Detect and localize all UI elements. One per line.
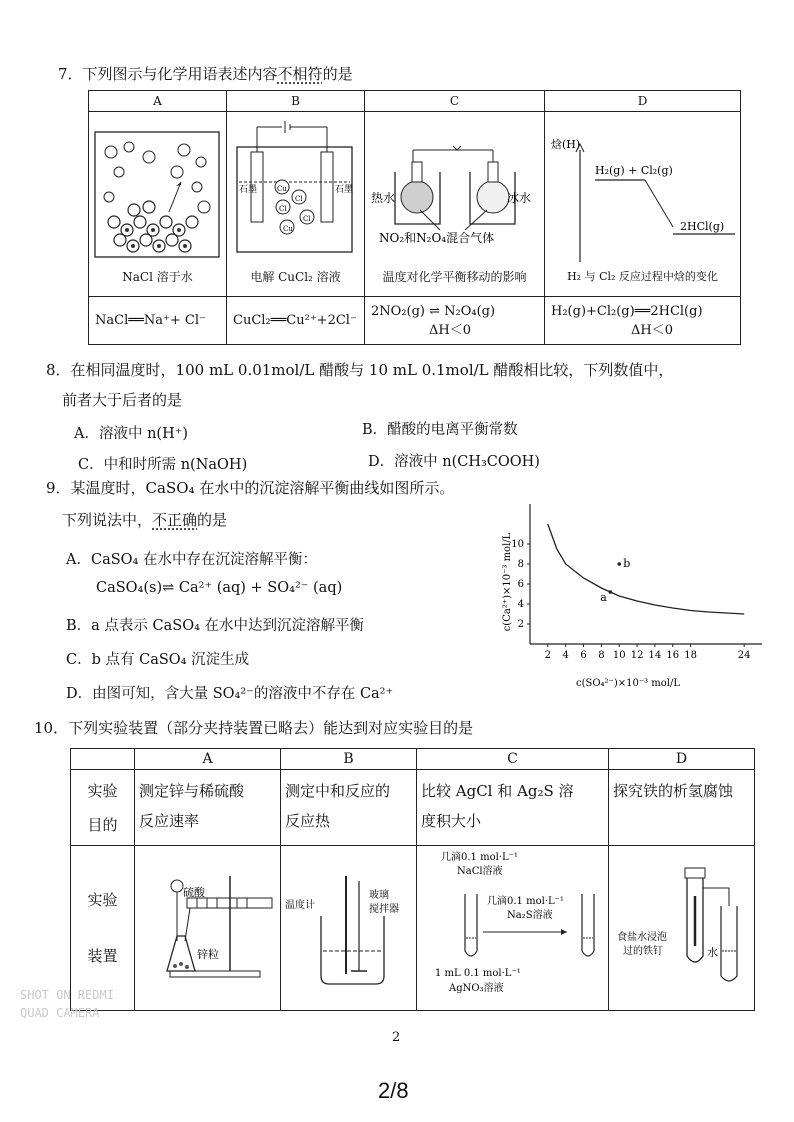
q9-option-d: D．由图可知，含大量 SO₄²⁻的溶液中不存在 Ca²⁺ (66, 686, 394, 702)
q7-figure-b (227, 112, 365, 297)
chart-x-tick-label: 4 (562, 650, 569, 661)
nail-label-1: 食盐水浸泡 (617, 932, 667, 943)
q10-apparatus-b (281, 846, 417, 1011)
chart-x-tick-label: 8 (598, 650, 605, 661)
enthalpy-axis-label: 焓(H) (551, 138, 581, 151)
nacl-solution-label: NaCl溶液 (457, 866, 503, 877)
stirrer-label: 搅拌器 (369, 904, 399, 915)
q9-line2: 下列说法中，不正确的是 (62, 511, 228, 529)
neutralization-apparatus (281, 846, 415, 1011)
q10-row-apparatus-label-2: 装置 (87, 947, 118, 965)
q10-purpose-b (281, 770, 417, 846)
q10-purpose-a (135, 770, 281, 846)
q8-line1: 8．在相同温度时，100 mL 0.01mol/L 醋酸与 10 mL 0.1mol/L 醋酸相比较，下列数值中， (46, 361, 674, 379)
chart-y-tick-label: 2 (517, 619, 524, 630)
q7-table (88, 90, 741, 345)
q7-stem: 7．下列图示与化学用语表述内容不相符的是 (58, 65, 353, 83)
q10-purpose-d (609, 770, 755, 846)
q7-col-b-letter: B (227, 91, 365, 112)
q10-purpose-c-2: 度积大小 (421, 812, 482, 830)
bottom-level-label: 2HCl(g) (680, 220, 725, 233)
q10-row-purpose-label-2: 目的 (87, 815, 118, 834)
watermark-line-2: QUAD CAMERA (20, 1006, 100, 1020)
svg-text:Cu: Cu (283, 225, 293, 233)
q10-col-d-letter: D (609, 749, 755, 770)
q10-table (70, 748, 755, 1011)
q7-equation-c-main: 2NO₂(g) ⇌ N₂O₄(g) (371, 303, 496, 319)
q9-option-a: A．CaSO₄ 在水中存在沉淀溶解平衡： (66, 552, 317, 568)
svg-text:Cu: Cu (277, 185, 287, 193)
q8-option-b: B．醋酸的电离平衡常数 (362, 422, 518, 438)
q9-option-a-equation: CaSO₄(s)⇌ Ca²⁺ (aq) + SO₄²⁻ (aq) (96, 580, 343, 596)
glass-label: 玻璃 (369, 890, 389, 901)
agcl-ag2s-apparatus (417, 846, 607, 1011)
chart-x-tick-label: 14 (648, 650, 662, 661)
agno3-volume-label: 1 mL 0.1 mol·L⁻¹ (435, 968, 521, 979)
solubility-curve (548, 524, 744, 614)
chart-x-tick-label: 18 (684, 650, 697, 661)
watermark-line-1: SHOT ON REDMI (20, 988, 114, 1002)
svg-text:Cl: Cl (303, 215, 311, 223)
chart-point-a (609, 590, 613, 594)
q10-purpose-b-2: 反应热 (285, 812, 331, 830)
q7-figure-a (89, 112, 227, 297)
q7-equation-c-dh: ΔH＜0 (429, 322, 471, 338)
chart-x-tick-label: 16 (666, 650, 680, 661)
thermometer-label: 温度计 (285, 900, 315, 911)
zinc-rate-apparatus (135, 846, 279, 1011)
q7-equation-b: CuCl₂══Cu²⁺+2Cl⁻ (227, 297, 365, 345)
hot-water-label: 热水 (371, 191, 396, 205)
q10-row-purpose-label (71, 770, 135, 846)
q7-equation-d-main: H₂(g)+Cl₂(g)══2HCl(g) (551, 303, 703, 319)
q9-option-c: C．b 点有 CaSO₄ 沉淀生成 (66, 652, 250, 668)
q10-stem: 10．下列实验装置（部分夹持装置已略去）能达到对应实验目的是 (34, 719, 474, 737)
q10-purpose-c (417, 770, 609, 846)
chart-point-b (617, 562, 621, 566)
iron-corrosion-apparatus (609, 846, 753, 1011)
svg-text:Cl: Cl (295, 195, 303, 203)
nail-label-2: 过的铁钉 (623, 946, 663, 957)
q10-purpose-d-1: 探究铁的析氢腐蚀 (613, 782, 734, 800)
q7-equation-c (365, 297, 545, 345)
agno3-solution-label: AgNO₃溶液 (449, 983, 504, 994)
q7-equation-a: NaCl══Na⁺+ Cl⁻ (89, 297, 227, 345)
chart-x-tick-label: 2 (544, 650, 552, 661)
q10-purpose-a-1: 测定锌与稀硫酸 (139, 782, 245, 800)
svg-text:Cl: Cl (279, 205, 287, 213)
q10-row-purpose-label-1: 实验 (87, 781, 118, 800)
chart-y-tick-label: 4 (517, 599, 524, 610)
q9-option-b: B．a 点表示 CaSO₄ 在水中达到沉淀溶解平衡 (66, 618, 364, 634)
q9-line1: 9．某温度时，CaSO₄ 在水中的沉淀溶解平衡曲线如图所示。 (46, 479, 455, 497)
q8-option-a: A．溶液中 n(H⁺) (74, 426, 189, 442)
chart-x-tick-label: 6 (580, 650, 587, 661)
sulfuric-acid-label: 硫酸 (183, 886, 205, 899)
water-label: 水 (707, 946, 718, 959)
q10-col-c-letter: C (417, 749, 609, 770)
q7-col-d-letter: D (545, 91, 741, 112)
q7-equation-d (545, 297, 741, 345)
caso4-solubility-chart (488, 494, 768, 694)
chart-y-axis-label: c(Ca²⁺)×10⁻³ mol/L (502, 532, 513, 632)
q7-caption-d: H₂ 与 Cl₂ 反应过程中焓的变化 (567, 270, 718, 283)
chart-y-tick-label: 10 (511, 539, 524, 550)
nacl-drops-label: 几滴0.1 mol·L⁻¹ (441, 852, 518, 863)
top-level-label: H₂(g) + Cl₂(g) (595, 164, 673, 177)
chart-point-label-a: a (600, 591, 607, 604)
page-counter: 2/8 (378, 1078, 409, 1103)
na2s-solution-label: Na₂S溶液 (507, 910, 553, 921)
q10-corner (71, 749, 135, 770)
q10-apparatus-c (417, 846, 609, 1011)
q10-purpose-b-1: 测定中和反应的 (285, 782, 391, 800)
chart-x-tick-label: 24 (737, 650, 751, 661)
q10-apparatus-d (609, 846, 755, 1011)
q7-figure-c (365, 112, 545, 297)
q7-equation-d-dh: ΔH＜0 (631, 322, 673, 338)
q8-option-c: C．中和时所需 n(NaOH) (78, 457, 248, 473)
q7-caption-c: 温度对化学平衡移动的影响 (382, 270, 527, 284)
q8-line2: 前者大于后者的是 (62, 391, 183, 409)
q10-col-a-letter: A (135, 749, 281, 770)
q7-col-c-letter: C (365, 91, 545, 112)
q7-caption-a: NaCl 溶于水 (122, 270, 193, 284)
q10-col-b-letter: B (281, 749, 417, 770)
q10-row-apparatus-label-1: 实验 (87, 891, 118, 909)
chart-x-tick-label: 10 (612, 650, 626, 661)
na2s-drops-label: 几滴0.1 mol·L⁻¹ (487, 896, 564, 907)
gas-label: NO₂和N₂O₄混合气体 (379, 231, 495, 245)
chart-y-tick-label: 8 (517, 559, 524, 570)
q10-purpose-a-2: 反应速率 (139, 812, 200, 830)
q10-purpose-c-1: 比较 AgCl 和 Ag₂S 溶 (421, 782, 574, 800)
q7-col-a-letter: A (89, 91, 227, 112)
ice-water-label: 冰水 (507, 191, 532, 205)
q8-option-d: D．溶液中 n(CH₃COOH) (368, 454, 540, 470)
left-electrode-label: 石墨 (239, 185, 258, 195)
page-number: 2 (392, 1030, 401, 1045)
chart-point-label-b: b (623, 557, 631, 570)
q7-figure-d (545, 112, 741, 297)
chart-x-tick-label: 12 (630, 650, 644, 661)
q10-apparatus-a (135, 846, 281, 1011)
q7-caption-b: 电解 CuCl₂ 溶液 (250, 270, 341, 284)
zinc-label: 锌粒 (197, 948, 219, 961)
right-electrode-label: 石墨 (335, 185, 354, 195)
chart-y-tick-label: 6 (517, 579, 524, 590)
camera-watermark (20, 986, 114, 1022)
chart-x-axis-label: c(SO₄²⁻)×10⁻³ mol/L (575, 678, 681, 689)
